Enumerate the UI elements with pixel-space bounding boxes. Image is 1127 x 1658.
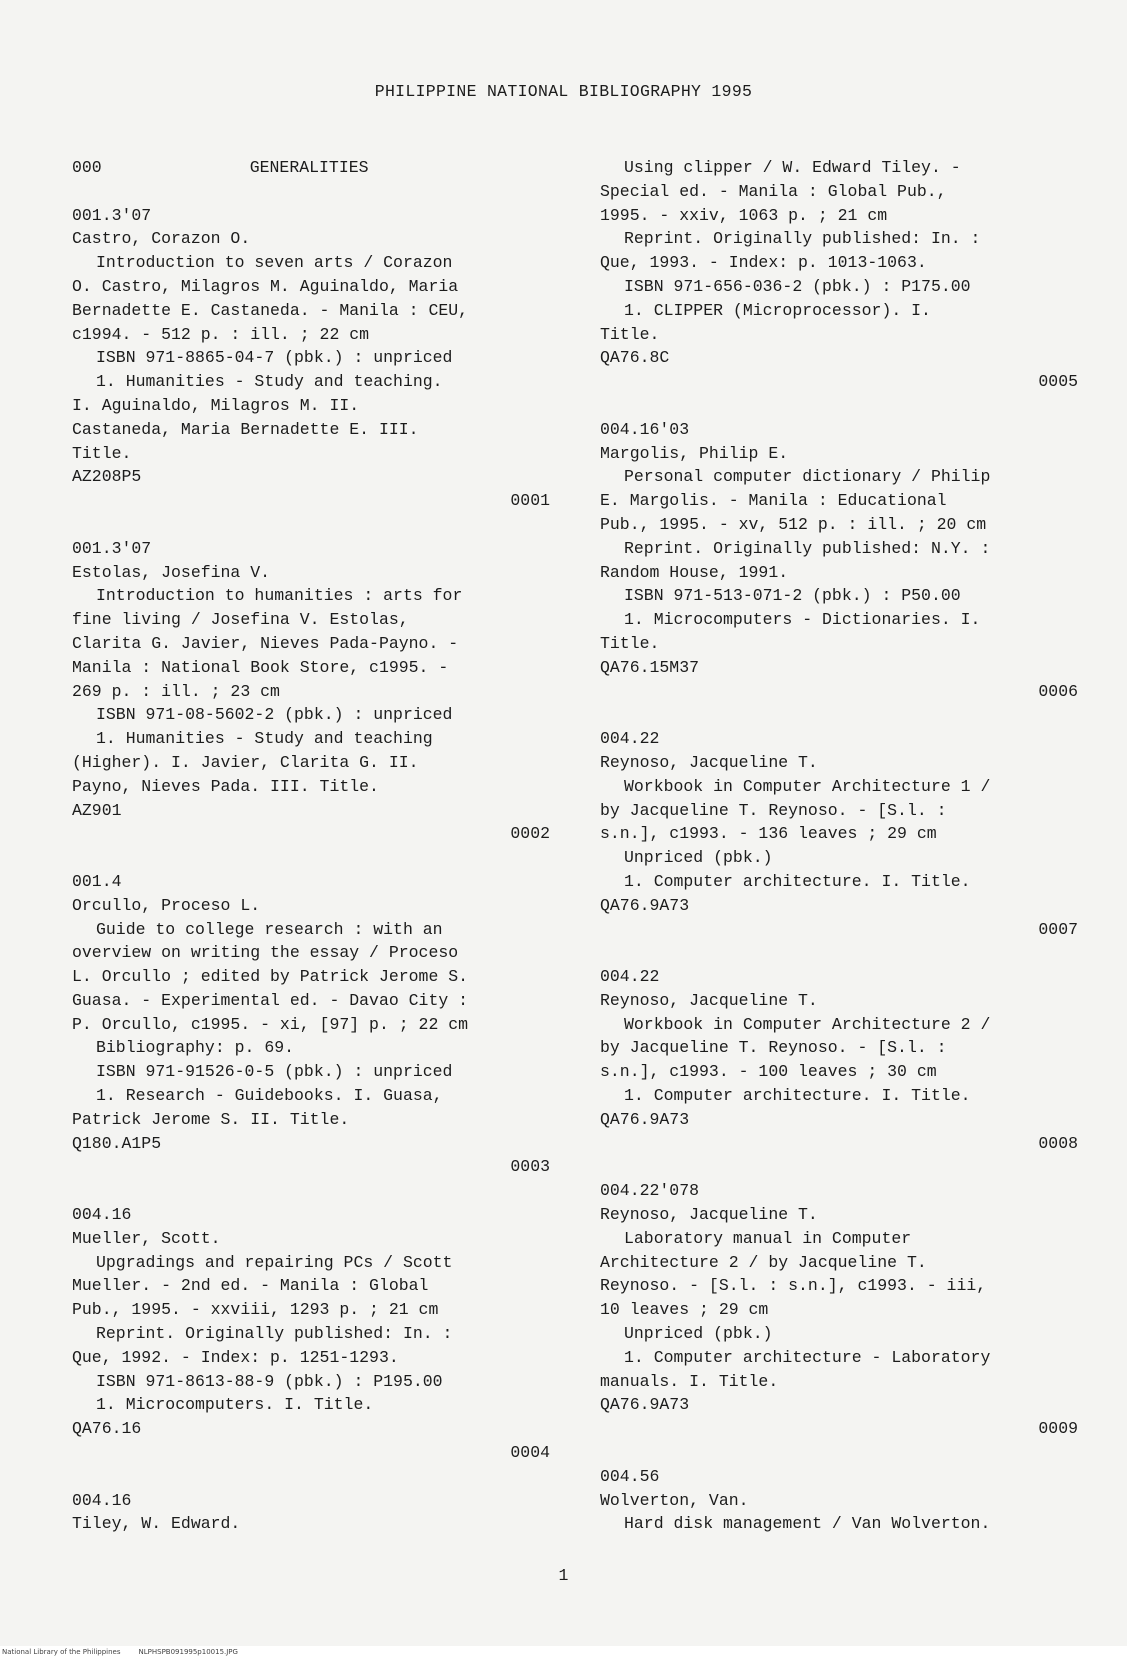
page-title: PHILIPPINE NATIONAL BIBLIOGRAPHY 1995 [374, 82, 753, 101]
section-header [72, 156, 550, 180]
entry-line: Tiley, W. Edward. [72, 1514, 241, 1534]
entry-line: (Higher). I. Javier, Clarita G. II. [72, 752, 419, 772]
entry-line: Pub., 1995. - xxviii, 1293 p. ; 21 cm [72, 1300, 439, 1320]
entry-line: Mueller. - 2nd ed. - Manila : Global [72, 1276, 429, 1296]
entry-line: Random House, 1991. [600, 562, 789, 582]
entry-line: Architecture 2 / by Jacqueline T. [600, 1252, 927, 1272]
entry-line: 10 leaves ; 29 cm [600, 1300, 769, 1320]
spacer [600, 941, 1078, 965]
entry-line: QA76.16 [72, 1419, 142, 1439]
bibliography-entry [72, 537, 550, 846]
entry-line: 004.22 [600, 729, 660, 749]
entry-number: 0006 [1038, 681, 1078, 701]
entry-line: Pub., 1995. - xv, 512 p. : ill. ; 20 cm [600, 514, 987, 534]
entry-line: Hard disk management / Van Wolverton. [624, 1514, 991, 1534]
entry-line: Patrick Jerome S. II. Title. [72, 1109, 350, 1129]
entry-line: AZ208P5 [72, 467, 142, 487]
entry-line: Reynoso, Jacqueline T. [600, 752, 818, 772]
entry-line: 1. Computer architecture. I. Title. [624, 871, 971, 891]
entry-line: Title. [600, 324, 660, 344]
spacer [72, 846, 550, 870]
entry-number: 0008 [1038, 1133, 1078, 1153]
entry-line: Reprint. Originally published: In. : [624, 229, 981, 249]
entry-line: c1994. - 512 p. : ill. ; 22 cm [72, 324, 370, 344]
footer-file: NLPHSPB091995p10015.JPG [138, 1648, 238, 1656]
entry-line: by Jacqueline T. Reynoso. - [S.l. : [600, 1038, 947, 1058]
entry-line: 1. CLIPPER (Microprocessor). I. [624, 300, 931, 320]
entry-line: QA76.8C [600, 348, 670, 368]
entry-line: Unpriced (pbk.) [624, 848, 773, 868]
entry-line: Guide to college research : with an [96, 919, 443, 939]
spacer [72, 1465, 550, 1489]
entry-line: L. Orcullo ; edited by Patrick Jerome S. [72, 967, 469, 987]
entry-line: Bibliography: p. 69. [96, 1038, 295, 1058]
entry-line: ISBN 971-8613-88-9 (pbk.) : P195.00 [96, 1371, 443, 1391]
left-column [72, 156, 550, 1536]
entry-line: 1. Computer architecture - Laboratory [624, 1347, 991, 1367]
bibliography-entry [600, 156, 1078, 394]
bibliography-entry [72, 1489, 550, 1537]
spacer [72, 180, 550, 204]
entry-line: Reynoso, Jacqueline T. [600, 990, 818, 1010]
entry-line: Personal computer dictionary / Philip [624, 467, 991, 487]
spacer [72, 513, 550, 537]
entry-line: Special ed. - Manila : Global Pub., [600, 181, 947, 201]
entry-line: Castaneda, Maria Bernadette E. III. [72, 419, 419, 439]
footer-library: National Library of the Philippines [2, 1648, 121, 1656]
entry-number: 0004 [510, 1443, 550, 1463]
entry-line: Payno, Nieves Pada. III. Title. [72, 776, 379, 796]
entry-line: 004.16'03 [600, 419, 690, 439]
entry-line: 1. Research - Guidebooks. I. Guasa, [96, 1086, 443, 1106]
entry-line: Clarita G. Javier, Nieves Pada-Payno. - [72, 633, 459, 653]
entry-line: AZ901 [72, 800, 122, 820]
entry-line: Guasa. - Experimental ed. - Davao City : [72, 990, 469, 1010]
entry-line: 004.22'078 [600, 1181, 700, 1201]
entry-line: by Jacqueline T. Reynoso. - [S.l. : [600, 800, 947, 820]
entry-line: I. Aguinaldo, Milagros M. II. [72, 395, 360, 415]
entry-line: QA76.9A73 [600, 895, 690, 915]
entry-line: QA76.15M37 [600, 657, 700, 677]
spacer [600, 1155, 1078, 1179]
entry-line: Reprint. Originally published: N.Y. : [624, 538, 991, 558]
entry-line: 004.16 [72, 1490, 132, 1510]
scan-footer [0, 1646, 1127, 1658]
entry-number: 0007 [1038, 919, 1078, 939]
entry-line: QA76.9A73 [600, 1109, 690, 1129]
entry-line: ISBN 971-656-036-2 (pbk.) : P175.00 [624, 276, 971, 296]
entry-line: Reprint. Originally published: In. : [96, 1324, 453, 1344]
entry-line: Que, 1993. - Index: p. 1013-1063. [600, 253, 927, 273]
entry-line: Title. [600, 633, 660, 653]
entry-line: overview on writing the essay / Proceso [72, 943, 459, 963]
entry-line: Upgradings and repairing PCs / Scott [96, 1252, 453, 1272]
entry-line: QA76.9A73 [600, 1395, 690, 1415]
entry-line: 1. Microcomputers. I. Title. [96, 1395, 374, 1415]
spacer [600, 703, 1078, 727]
entry-line: s.n.], c1993. - 100 leaves ; 30 cm [600, 1062, 937, 1082]
entry-line: Estolas, Josefina V. [72, 562, 271, 582]
entry-line: 001.3'07 [72, 205, 152, 225]
entry-line: Introduction to seven arts / Corazon [96, 253, 453, 273]
entry-line: Mueller, Scott. [72, 1228, 221, 1248]
entry-number: 0001 [510, 491, 550, 511]
bibliography-entry [72, 870, 550, 1179]
entry-line: ISBN 971-08-5602-2 (pbk.) : unpriced [96, 705, 453, 725]
entry-line: 004.22 [600, 967, 660, 987]
entry-line: 004.16 [72, 1205, 132, 1225]
bibliography-entry [600, 727, 1078, 941]
entry-line: Unpriced (pbk.) [624, 1324, 773, 1344]
entry-line: ISBN 971-8865-04-7 (pbk.) : unpriced [96, 348, 453, 368]
entry-line: P. Orcullo, c1995. - xi, [97] p. ; 22 cm [72, 1014, 469, 1034]
entry-line: Manila : National Book Store, c1995. - [72, 657, 449, 677]
entry-number: 0002 [510, 824, 550, 844]
entry-number: 0009 [1038, 1419, 1078, 1439]
spacer [600, 394, 1078, 418]
section-label: GENERALITIES [249, 158, 369, 177]
entry-number: 0003 [510, 1157, 550, 1177]
right-column [600, 156, 1078, 1536]
entry-line: Laboratory manual in Computer [624, 1228, 912, 1248]
entry-line: Castro, Corazon O. [72, 229, 251, 249]
entry-line: Wolverton, Van. [600, 1490, 749, 1510]
entry-line: Que, 1992. - Index: p. 1251-1293. [72, 1347, 399, 1367]
entry-line: ISBN 971-91526-0-5 (pbk.) : unpriced [96, 1062, 453, 1082]
entry-line: O. Castro, Milagros M. Aguinaldo, Maria [72, 276, 459, 296]
entry-line: ISBN 971-513-071-2 (pbk.) : P50.00 [624, 586, 961, 606]
entry-line: 001.4 [72, 871, 122, 891]
bibliography-entry [600, 965, 1078, 1155]
entry-line: Q180.A1P5 [72, 1133, 162, 1153]
entry-line: fine living / Josefina V. Estolas, [72, 610, 409, 630]
spacer [600, 1441, 1078, 1465]
section-code: 000 [72, 158, 102, 177]
entry-line: 1995. - xxiv, 1063 p. ; 21 cm [600, 205, 888, 225]
entry-line: Reynoso. - [S.l. : s.n.], c1993. - iii, [600, 1276, 987, 1296]
entry-number: 0005 [1038, 372, 1078, 392]
entry-line: Introduction to humanities : arts for [96, 586, 463, 606]
entry-line: 004.56 [600, 1466, 660, 1486]
entry-line: 1. Microcomputers - Dictionaries. I. [624, 610, 981, 630]
entry-line: Reynoso, Jacqueline T. [600, 1205, 818, 1225]
entry-line: Bernadette E. Castaneda. - Manila : CEU, [72, 300, 469, 320]
entry-line: E. Margolis. - Manila : Educational [600, 491, 947, 511]
bibliography-entry [72, 1203, 550, 1465]
entry-line: Title. [72, 443, 132, 463]
entry-line: 001.3'07 [72, 538, 152, 558]
entry-line: 1. Humanities - Study and teaching [96, 729, 433, 749]
entry-line: manuals. I. Title. [600, 1371, 779, 1391]
entry-line: 1. Humanities - Study and teaching. [96, 372, 443, 392]
spacer [72, 1179, 550, 1203]
entry-line: Orcullo, Proceso L. [72, 895, 261, 915]
entry-line: Margolis, Philip E. [600, 443, 789, 463]
bibliography-entry [600, 418, 1078, 704]
entry-line: Using clipper / W. Edward Tiley. - [624, 158, 961, 177]
entry-line: Workbook in Computer Architecture 1 / [624, 776, 991, 796]
bibliography-entry [72, 204, 550, 513]
entry-line: s.n.], c1993. - 136 leaves ; 29 cm [600, 824, 937, 844]
bibliography-entry [600, 1179, 1078, 1441]
page-number: 1 [558, 1566, 569, 1585]
entry-line: Workbook in Computer Architecture 2 / [624, 1014, 991, 1034]
entry-line: 269 p. : ill. ; 23 cm [72, 681, 280, 701]
entry-line: 1. Computer architecture. I. Title. [624, 1086, 971, 1106]
bibliography-entry [600, 1465, 1078, 1536]
